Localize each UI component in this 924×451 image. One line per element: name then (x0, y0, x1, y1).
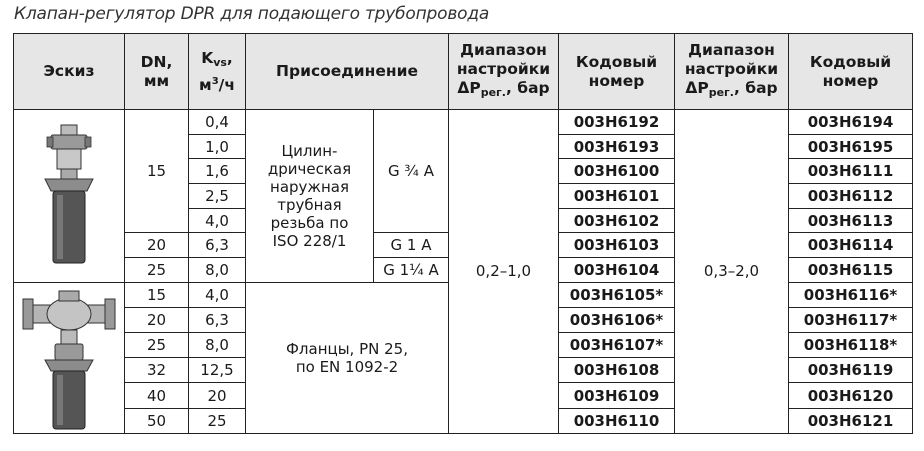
code-cell: 003H6117* (789, 307, 913, 332)
dn-cell: 25 (125, 258, 189, 283)
thread-cell: G 1¼ A (374, 258, 449, 283)
code-cell: 003H6118* (789, 333, 913, 358)
kvs-cell: 20 (189, 383, 246, 408)
range-cell-2: 0,3–2,0 (675, 110, 789, 434)
header-code-2: Кодовый номер (789, 34, 913, 110)
header-dn: DN, мм (125, 34, 189, 110)
spec-table (13, 33, 913, 434)
code-cell: 003H6100 (559, 159, 675, 184)
dn-cell: 50 (125, 408, 189, 433)
code-cell: 003H6192 (559, 110, 675, 135)
kvs-cell: 8,0 (189, 333, 246, 358)
code-cell: 003H6120 (789, 383, 913, 408)
code-cell: 003H6105* (559, 282, 675, 307)
header-sketch: Эскиз (14, 34, 125, 110)
code-cell: 003H6104 (559, 258, 675, 283)
code-cell: 003H6101 (559, 184, 675, 209)
code-cell: 003H6193 (559, 134, 675, 159)
code-cell: 003H6114 (789, 233, 913, 258)
dn-cell: 40 (125, 383, 189, 408)
kvs-cell: 8,0 (189, 258, 246, 283)
dn-cell: 15 (125, 282, 189, 307)
kvs-cell: 0,4 (189, 110, 246, 135)
code-cell: 003H6109 (559, 383, 675, 408)
code-cell: 003H6119 (789, 358, 913, 383)
kvs-cell: 6,3 (189, 307, 246, 332)
header-range-2: Диапазон настройки $\Delta P_{рег.}$, бар (675, 34, 789, 110)
dn-cell: 25 (125, 333, 189, 358)
code-cell: 003H6103 (559, 233, 675, 258)
code-cell: 003H6195 (789, 134, 913, 159)
kvs-cell: 25 (189, 408, 246, 433)
connection-flanged: Фланцы, PN 25, по EN 1092-2 (246, 282, 449, 433)
dn-cell: 32 (125, 358, 189, 383)
code-cell: 003H6108 (559, 358, 675, 383)
flanged-valve-icon (19, 283, 119, 433)
table-row (14, 110, 913, 135)
dn-cell: 20 (125, 307, 189, 332)
code-cell: 003H6121 (789, 408, 913, 433)
code-cell: 003H6115 (789, 258, 913, 283)
code-cell: 003H6116* (789, 282, 913, 307)
code-cell: 003H6107* (559, 333, 675, 358)
code-cell: 003H6113 (789, 208, 913, 233)
kvs-cell: 4,0 (189, 282, 246, 307)
sketch-threaded-valve (14, 110, 125, 283)
table-caption: Клапан-регулятор DPR для подающего трубопровода (14, 4, 490, 24)
kvs-cell: 1,6 (189, 159, 246, 184)
code-cell: 003H6112 (789, 184, 913, 209)
sketch-flanged-valve (14, 282, 125, 433)
kvs-cell: 6,3 (189, 233, 246, 258)
code-cell: 003H6110 (559, 408, 675, 433)
header-row (14, 34, 913, 110)
code-cell: 003H6106* (559, 307, 675, 332)
kvs-cell: 12,5 (189, 358, 246, 383)
threaded-valve-icon (39, 121, 99, 271)
header-range-1: Диапазон настройки $\Delta P_{рег.}$, бар (449, 34, 559, 110)
code-cell: 003H6102 (559, 208, 675, 233)
header-kvs: $K_{vs}$, $м^3/ч$ (189, 34, 246, 110)
header-code-1: Кодовый номер (559, 34, 675, 110)
thread-cell: G ¾ A (374, 110, 449, 233)
code-cell: 003H6111 (789, 159, 913, 184)
dn-cell: 15 (125, 110, 189, 233)
code-cell: 003H6194 (789, 110, 913, 135)
kvs-cell: 2,5 (189, 184, 246, 209)
dn-cell: 20 (125, 233, 189, 258)
thread-cell: G 1 A (374, 233, 449, 258)
range-cell-1: 0,2–1,0 (449, 110, 559, 434)
kvs-cell: 1,0 (189, 134, 246, 159)
header-connection: Присоединение (246, 34, 449, 110)
kvs-cell: 4,0 (189, 208, 246, 233)
connection-threaded: Цилин- дрическая наружная трубная резьба по ISO 228/1 (246, 110, 374, 283)
